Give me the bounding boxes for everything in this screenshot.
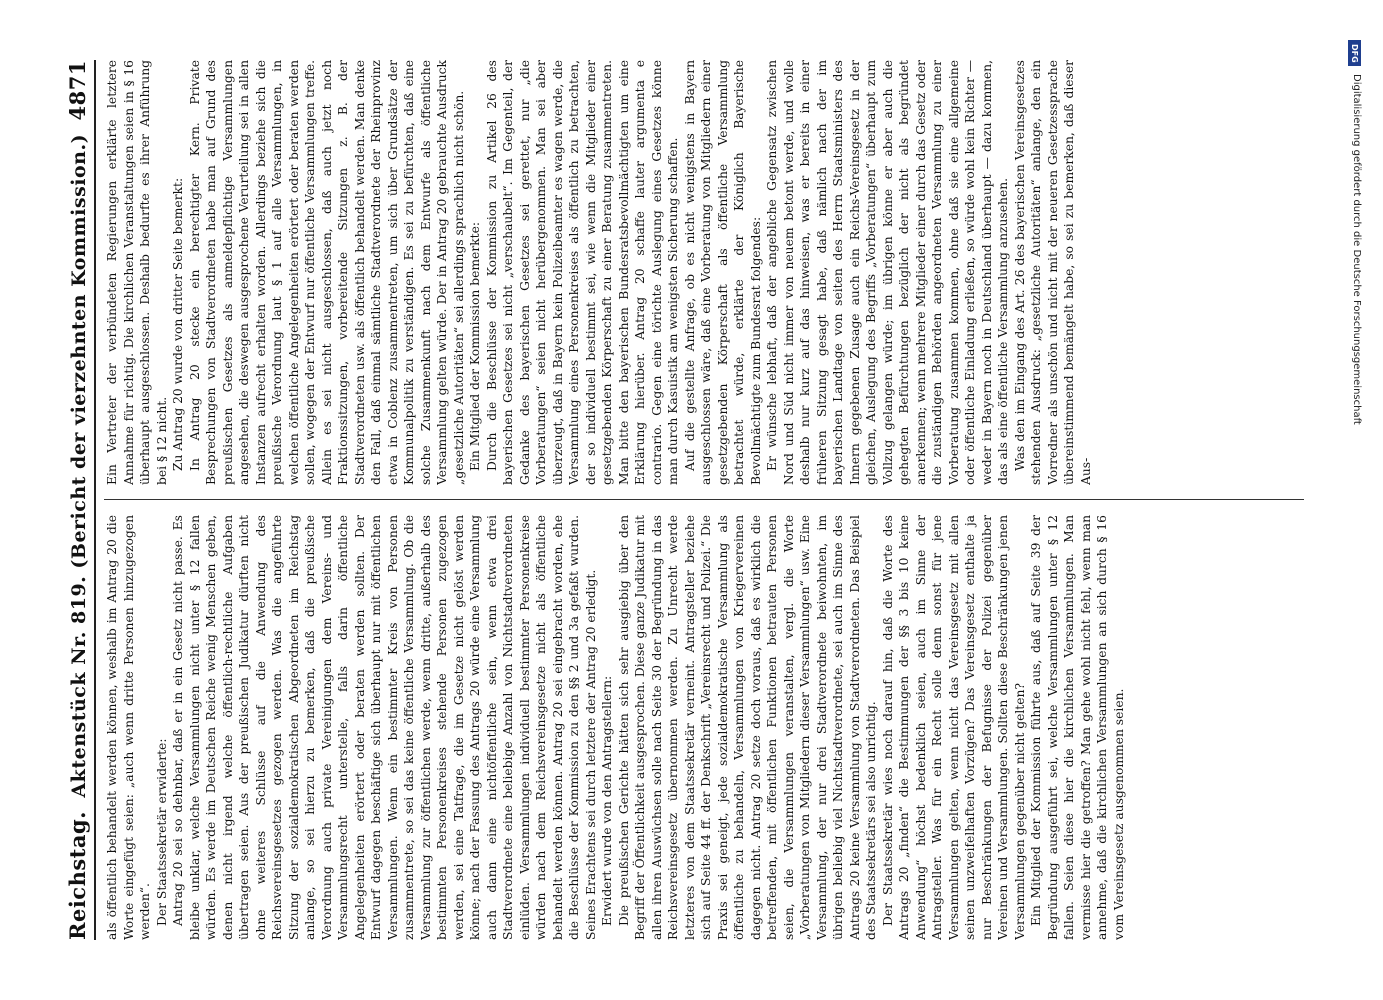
right-column-paragraph: Was den im Eingang des Art. 26 des bayerischen Vereinsgesetzes stehenden Ausdruck: „gesetzliche Autoritäten“ anlange, den ein Vorredner als unschön und nicht mit der neueren Gesetzessprache übereinstimmend bemängelt habe, so sei zu bemerken, daß dieser Aus- bbox=[1012, 60, 1093, 485]
right-column-paragraph: In Antrag 20 stecke ein berechtigter Kern. Private Besprechungen von Stadtverordneten habe man auf Grund des preußischen Gesetzes als anmeldepflichtige Versammlungen angesehen, die deswegen ausgesprochene Verurteilung sei in allen Instanzen aufrecht erhalten worden. Allerdings beziehe sich die preußische Verordnung laut § 1 auf alle Versammlungen, in welchen öffentliche Angelegenheiten erörtert oder beraten werden sollen, wogegen der Entwurf nur öffentliche Versammlungen treffe. Allein es sei nicht ausgeschlossen, daß auch jetzt noch Fraktionssitzungen, vorbereitende Sitzungen z. B. der Stadtverordneten usw. als öffentlich behandelt werden. Man denke den Fall, daß einmal sämtliche Stadtverordnete der Rheinprovinz etwa in Coblenz zusammentreten, um sich über Grundsätze der Kommunalpolitik zu verständigen. Es sei zu befürchten, daß eine solche Zusammenkunft nach dem Entwurfe als öffentliche Versammlung gelten würde. Der in Antrag 20 gebrauchte Ausdruck „gesetzliche Autoritäten“ sei allerdings sprachlich nicht schön. bbox=[187, 60, 466, 485]
digitization-note: Digitalisierung gefördert durch die Deutsche Forschungsgemeinschaft bbox=[1351, 74, 1362, 425]
right-column bbox=[104, 60, 1304, 485]
left-column-paragraph: Erwidert wurde von den Antragstellern: bbox=[600, 675, 614, 926]
right-column-paragraph: Ein Vertreter der verbündeten Regierungen erklärte letztere Annahme für richtig. Die kirchlichen Veranstaltungen seien in § 16 überhaupt ausgeschlossen. Deshalb bedurfte es ihrer Anführung bei § 12 nicht. bbox=[105, 60, 169, 485]
right-column-paragraph: Zu Antrag 20 wurde von dritter Seite bemerkt: bbox=[171, 177, 185, 471]
column-separator bbox=[104, 499, 1304, 500]
left-column-paragraph: Antrag 20 sei so dehnbar, daß er in ein Gesetz nicht passe. Es bleibe unklar, welche Versammlungen nicht unter § 12 fallen würden. Es werde im Deutschen Reiche wenig Menschen geben, denen nicht irgend welche öffentlich-rechtliche Aufgaben übertragen seien. Aus der preußischen Judikatur dürften nicht ohne weiteres Schlüsse auf die Anwendung des Reichsvereinsgesetzes gezogen werden. Was die angeführte Sitzung der sozialdemokratischen Abgeordneten im Reichstag anlange, so sei hierzu zu bemerken, daß die preußische Verordnung auch private Vereinigungen dem Vereins- und Versammlungsrecht unterstelle, falls darin öffentliche Angelegenheiten erörtert oder beraten werden sollten. Der Entwurf dagegen beschäftige sich überhaupt nur mit öffentlichen Versammlungen. Wenn ein bestimmter Kreis von Personen zusammentrete, so sei das keine öffentliche Versammlung. Ob die Versammlung zur öffentlichen werde, wenn dritte, außerhalb des bestimmten Personenkreises stehende Personen zugezogen werden, sei eine Tatfrage, die im Gesetze nicht gelöst werden könne; nach der Fassung des Antrags 20 würde eine Versammlung auch dann eine nichtöffentliche sein, wenn etwa drei Stadtverordnete eine beliebige Anzahl von Nichtstadtverordneten einlüden. Versammlungen individuell bestimmter Personenkreise würden nach dem Reichsvereinsgesetze nicht als öffentliche behandelt werden können. Antrag 20 sei eingebracht worden, ehe die Beschlüsse der Kommission zu den §§ 2 und 3a gefaßt wurden. Seines Erachtens sei durch letztere der Antrag 20 erledigt. bbox=[171, 515, 598, 940]
right-column-paragraph: Er wünsche lebhaft, daß der angebliche Gegensatz zwischen Nord und Süd nicht immer von neuem betont werde, und wolle deshalb nur kurz auf das hinweisen, was er bereits in einer früheren Sitzung gesagt habe, daß nämlich nach der im bayerischen Landtage von seiten des Herrn Staatsministers des Innern gegebenen Zusage auch ein Reichs-Vereinsgesetz in der gleichen, Auslegung des Begriffs „Vorberatungen“ überhaupt zum Vollzug gelangen würde; im übrigen könne er aber auch die gehegten Befürchtungen bezüglich der nicht als begründet anerkennen; wenn mehrere Mitglieder einer durch das Gesetz oder die zuständigen Behörden angeordneten Versammlung zu einer Vorberatung zusammen kommen, ohne daß sie eine allgemeine oder öffentliche Einladung erließen, so würde wohl kein Richter — weder in Bayern noch in Deutschland überhaupt — dazu kommen, das als eine öffentliche Versammlung anzusehen. bbox=[765, 60, 1010, 485]
left-column-paragraph: Ein Mitglied der Kommission führte aus, daß auf Seite 39 der Begründung ausgeführt sei, welche Versammlungen unter § 12 fallen. Seien diese hier die kirchlichen Versammlungen. Man vermisse hier die getroffen? Man gehe wohl nicht fehl, wenn man annehme, daß die kirchlichen Versammlungen an sich durch § 16 vom Vereinsgesetz ausgenommen seien. bbox=[1029, 515, 1126, 940]
page-header bbox=[50, 60, 90, 940]
text-columns bbox=[104, 60, 1334, 940]
rotated-page-content bbox=[50, 45, 1350, 970]
header-title: Aktenstück Nr. 819. (Bericht der vierzehnten Kommission.) bbox=[68, 133, 90, 798]
right-column-paragraph: Ein Mitglied der Kommission bemerkte: bbox=[468, 221, 482, 471]
right-column-paragraph: Durch die Beschlüsse der Kommission zu Artikel 26 des bayerischen Gesetzes sei nicht „verschaubelt“. Im Gegenteil, der Gedanke des bayerischen Gesetzes sei gerettet, nur „die Vorberatungen“ seien nicht herübergenommen. Man sei aber überzeugt, daß in Bayern kein Polizeibeamter es wagen werde, die Versammlung eines Personenkreises als öffentlich zu betrachten, der so individuell bestimmt sei, wie wenn die Mitglieder einer gesetzgebenden Körperschaft zu einer Beratung zusammentreten. Man bitte den bayerischen Bundesratsbevollmächtigten um eine Erklärung hierüber. Antrag 20 schaffe lauter argumenta e contrario. Gegen eine törichte Auslegung eines Gesetzes könne man durch Kasuistik am wenigsten Sicherung schaffen. bbox=[484, 60, 680, 485]
header-left: Reichstag. bbox=[65, 811, 90, 940]
dfg-badge: DFG bbox=[1348, 40, 1361, 66]
page-number: 4871 bbox=[65, 60, 90, 121]
left-column-paragraph: Der Staatssekretär wies noch darauf hin, daß die Worte des Antrags 20 „finden“ die Bestimmungen der §§ 3 bis 10 keine Anwendung“ höchst bedenklich seien, auch im Sinne der Antragsteller. Was für ein Recht solle denn sonst für jene Versammlungen gelten, wenn nicht das Vereinsgesetz mit allen seinen unzweifelhaften Vorzügen? Das Vereinsgesetz enthalte ja nur Beschränkungen der Befugnisse der Polizei gegenüber Vereinen und Versammlungen. Sollten diese Beschränkungen jenen Versammlungen gegenüber nicht gelten? bbox=[880, 515, 1027, 940]
left-column-paragraph: Der Staatssekretär erwiderte: bbox=[154, 738, 169, 926]
left-column-paragraph: als öffentlich behandelt werden können, weshalb im Antrag 20 die Worte eingefügt seien: „auch wenn dritte Personen hinzugezogen werden“. bbox=[105, 515, 152, 940]
left-column bbox=[104, 515, 1304, 940]
header-rule bbox=[94, 60, 96, 940]
side-note bbox=[1348, 40, 1362, 980]
left-column-paragraph: Die preußischen Gerichte hätten sich sehr ausgiebig über den Begriff der Öffentlichkeit ausgesprochen. Diese ganze Judikatur mit allen ihren Auswüchsen solle nach Seite 30 der Begründung in das Reichsvereinsgesetz übernommen werden. Zu Unrecht werde letzteres von dem Staatssekretär verneint. Antragsteller beziehe sich auf Seite 44 ff. der Denkschrift „Vereinsrecht und Polizei.“ Die Praxis sei geneigt, jede sozialdemokratische Versammlung als öffentliche zu behandeln, Versammlungen von Kriegervereinen dagegen nicht. Antrag 20 setze doch voraus, daß es wirklich die betreffenden, mit öffentlichen Funktionen betrauten Personen seien, die Versammlungen veranstalten, vergl. die Worte „Vorberatungen von Mitgliedern dieser Versammlungen“ usw. Eine Versammlung, der nur drei Stadtverordnete beiwohnten, im übrigen beliebig viel Nichtstadtverordnete, sei auch im Sinne des Antrags 20 keine Versammlung von Stadtverordneten. Das Beispiel des Staatssekretärs sei also unrichtig. bbox=[616, 515, 878, 940]
right-column-paragraph: Auf die gestellte Anfrage, ob es nicht wenigstens in Bayern ausgeschlossen wäre, daß eine Vorberatung von Mitgliedern einer gesetzgebenden Körperschaft als öffentliche Versammlung betrachtet würde, erklärte der Königlich Bayerische Bevollmächtigte zum Bundesrat folgendes: bbox=[682, 60, 763, 485]
scanned-page bbox=[50, 20, 1383, 980]
